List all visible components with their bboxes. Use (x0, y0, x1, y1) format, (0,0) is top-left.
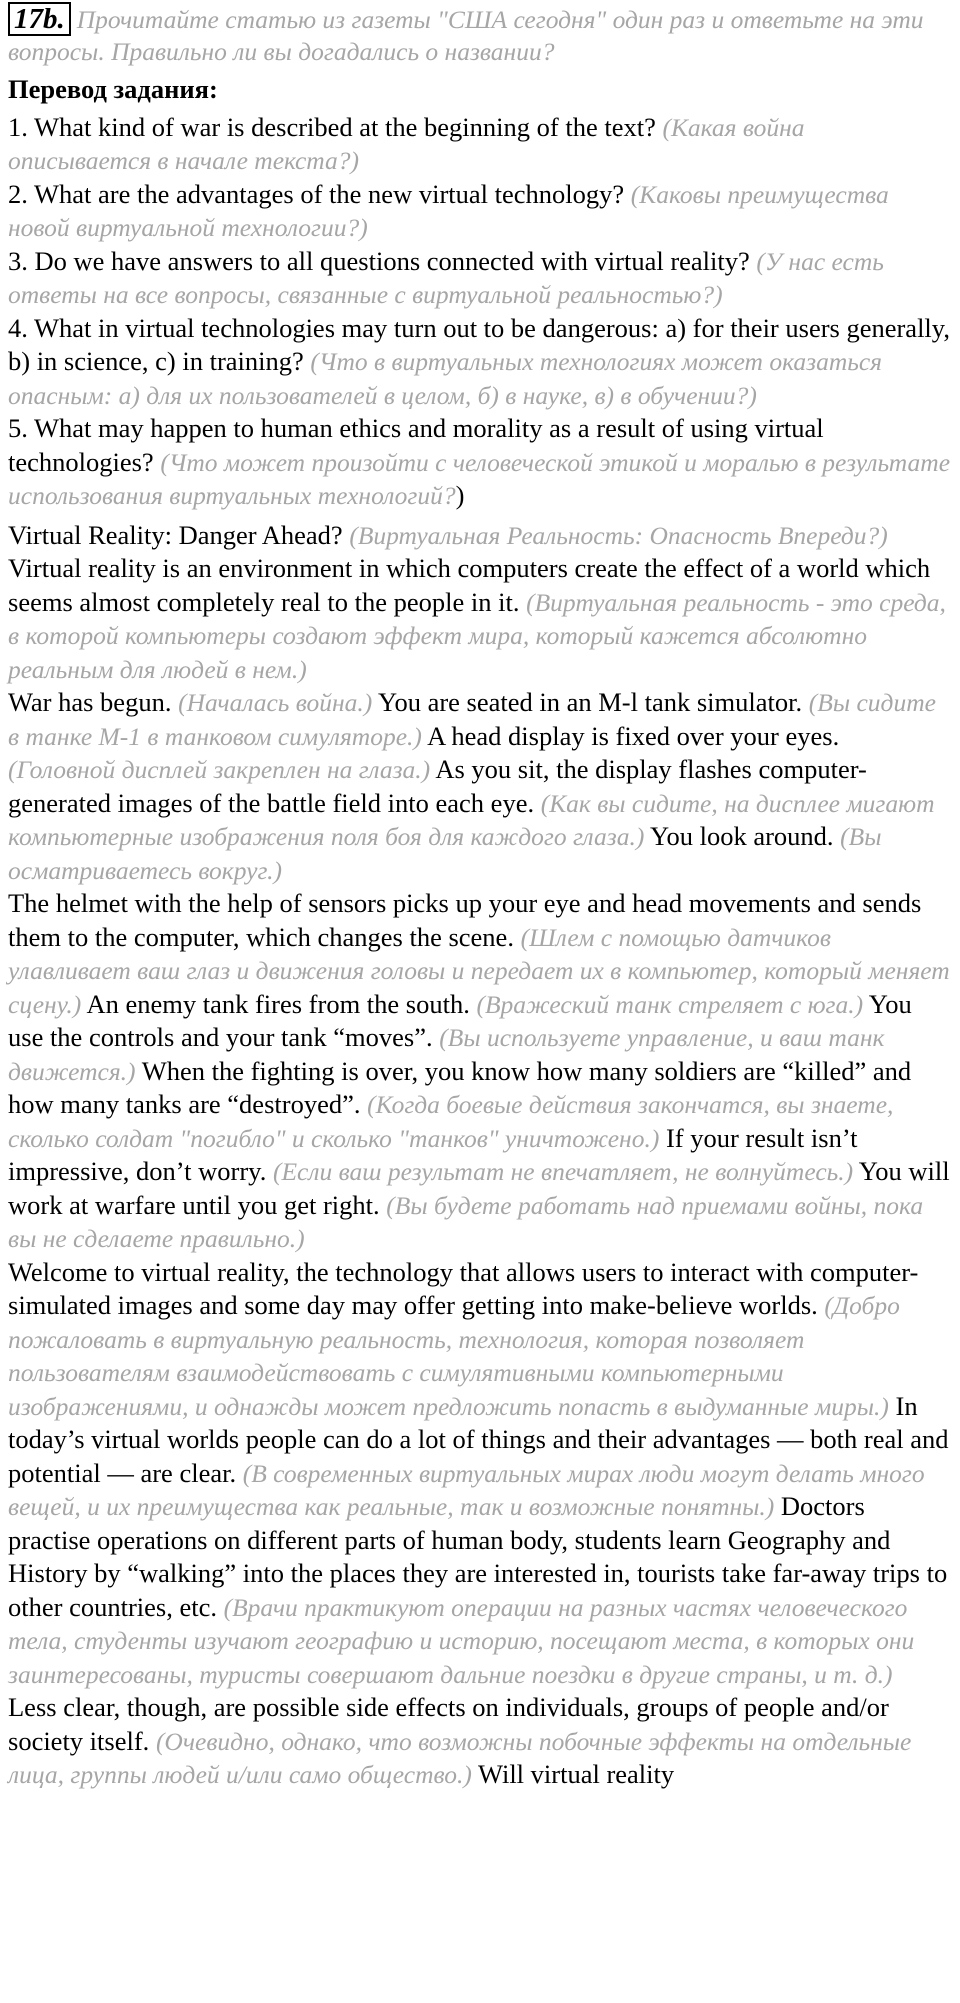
question-text: 1. What kind of war is described at the beginning of the text? (8, 111, 656, 142)
sentence-translation: (Вы сидите в танке М-1 в танковом симуляторе.) (8, 688, 936, 751)
question-text: 4. What in virtual technologies may turn out to be dangerous: a) for their users generally, b) in science, c) in training? (8, 312, 950, 376)
question-item (8, 412, 952, 513)
sentence-text: Will virtual reality (478, 1759, 675, 1789)
question-item (8, 312, 952, 413)
questions-list (8, 111, 952, 513)
article-paragraph (8, 1691, 952, 1792)
sentence-text: You use the controls and your tank “moves”. (8, 988, 912, 1052)
sentence-translation: (Вражеский танк стреляет с юга.) (476, 989, 864, 1019)
sentence-text: An enemy tank fires from the south. (86, 988, 470, 1019)
sentence-text: When the fighting is over, you know how many soldiers are “killed” and how many tanks are “destroyed”. (8, 1055, 912, 1119)
sentence-translation: (Вы будете работать над приемами войны, пока вы не сделаете правильно.) (8, 1190, 924, 1253)
article-paragraph (8, 686, 952, 887)
sentence-text: The helmet with the help of sensors picks up your eye and head movements and sends them to the computer, which changes the scene. (8, 888, 922, 952)
sentence-text: Less clear, though, are possible side effects on individuals, groups of people and/or society itself. (8, 1692, 889, 1756)
sentence-text: Welcome to virtual reality, the technology that allows users to interact with computer-simulated images and some day may offer getting into make-believe worlds. (8, 1256, 919, 1320)
sentence-translation: (Добро пожаловать в виртуальную реальность, технология, которая позволяет пользователям взаимодействовать с симулятивными компьютерными изображениями, и однажды может предложить попасть в выдуманные миры.) (8, 1291, 900, 1421)
question-item (8, 111, 952, 178)
sentence-translation: (Головной дисплей закреплен на глаза.) (8, 755, 431, 784)
sentence-text: War has begun. (8, 687, 172, 717)
sentence-translation: (Как вы сидите, на дисплее мигают компьютерные изображения поля боя для каждого глаза.) (8, 788, 935, 851)
sentence-text: Doctors practise operations on different parts of human body, students learn Geography and History by “walking” into the places they are interested in, tourists take far-away trips to other countries, etc. (8, 1491, 948, 1622)
sentence-text: Virtual reality is an environment in which computers create the effect of a world which seems almost completely real to the people in it. (8, 553, 931, 617)
question-translation: (У нас есть ответы на все вопросы, связанные с виртуальной реальностью?) (8, 246, 884, 309)
article-paragraph (8, 1256, 952, 1692)
sentence-text: A head display is fixed over your eyes. (427, 720, 840, 751)
question-translation: (Что в виртуальных технологиях может оказаться опасным: а) для их пользователей в целом, б) в науке, в) в обучении?) (8, 347, 883, 410)
sentence-text: You look around. (649, 821, 834, 851)
question-text: 3. Do we have answers to all questions connected with virtual reality? (8, 245, 750, 276)
sentence-translation: (Когда боевые действия закончатся, вы знаете, сколько солдат "погибло" и сколько "танков" уничтожено.) (8, 1090, 894, 1153)
article-title-text: Virtual Reality: Danger Ahead? (8, 519, 343, 550)
sentence-text: If your result isn’t impressive, don’t worry. (8, 1122, 858, 1186)
question-text: 2. What are the advantages of the new virtual technology? (8, 178, 625, 209)
sentence-translation: (Вы осматриваетесь вокруг.) (8, 822, 882, 885)
task-heading: Перевод задания: (8, 74, 218, 104)
article-paragraph (8, 887, 952, 1256)
question-translation: (Что может произойти с человеческой этикой и моралью в результате использования виртуальных технологий? (8, 447, 951, 510)
sentence-text: In today’s virtual worlds people can do a lot of things and their advantages — both real and potential — are clear. (8, 1390, 949, 1488)
article-paragraph (8, 552, 952, 686)
sentence-translation: (Началась война.) (178, 688, 373, 717)
question-translation: (Каковы преимущества новой виртуальной технологии?) (8, 179, 889, 242)
sentence-translation: (Вы используете управление, и ваш танк движется.) (8, 1023, 885, 1086)
question-item (8, 178, 952, 245)
article-title (8, 519, 952, 553)
sentence-text: You are seated in an M-l tank simulator. (377, 687, 803, 717)
question-translation: (Какая война описывается в начале текста?) (8, 112, 805, 175)
question-text: 5. What may happen to human ethics and morality as a result of using virtual technologies? (8, 413, 824, 477)
sentence-translation: (Виртуальная реальность - это среда, в которой компьютеры создают эффект мира, который кажется абсолютно реальным для людей в нем.) (8, 587, 946, 684)
article-title-translation: (Виртуальная Реальность: Опасность Впереди?) (349, 520, 888, 550)
sentence-translation: (Врачи практикуют операции на разных частях человеческого тела, студенты изучают географию и историю, посещают места, в которых они заинтересованы, туристы совершают дальние поездки в другие страны, и т. д.) (8, 1592, 915, 1689)
exercise-header (8, 2, 952, 67)
sentence-text: As you sit, the display flashes computer-generated images of the battle field into each eye. (8, 754, 867, 818)
exercise-instruction: Прочитайте статью из газеты "США сегодня" один раз и ответьте на эти вопросы. Правильно ли вы догадались о названии? (8, 5, 924, 66)
closing-paren: ) (455, 480, 465, 510)
question-item (8, 245, 952, 312)
sentence-translation: (Шлем с помощью датчиков улавливает ваш глаз и движения головы и передает их в компьютер, который меняет сцену.) (8, 922, 950, 1019)
exercise-number-badge: 17b. (8, 2, 71, 36)
sentence-translation: (Если ваш результат не впечатляет, не волнуйтесь.) (272, 1157, 854, 1186)
sentence-text: You will work at warfare until you get right. (8, 1156, 950, 1220)
sentence-translation: (В современных виртуальных мирах люди могут делать много вещей, и их преимущества как реальные, так и возможные понятны.) (8, 1458, 925, 1521)
sentence-translation: (Очевидно, однако, что возможны побочные эффекты на отдельные лица, группы людей и/или само общество.) (8, 1726, 912, 1789)
article-body (8, 552, 952, 1792)
